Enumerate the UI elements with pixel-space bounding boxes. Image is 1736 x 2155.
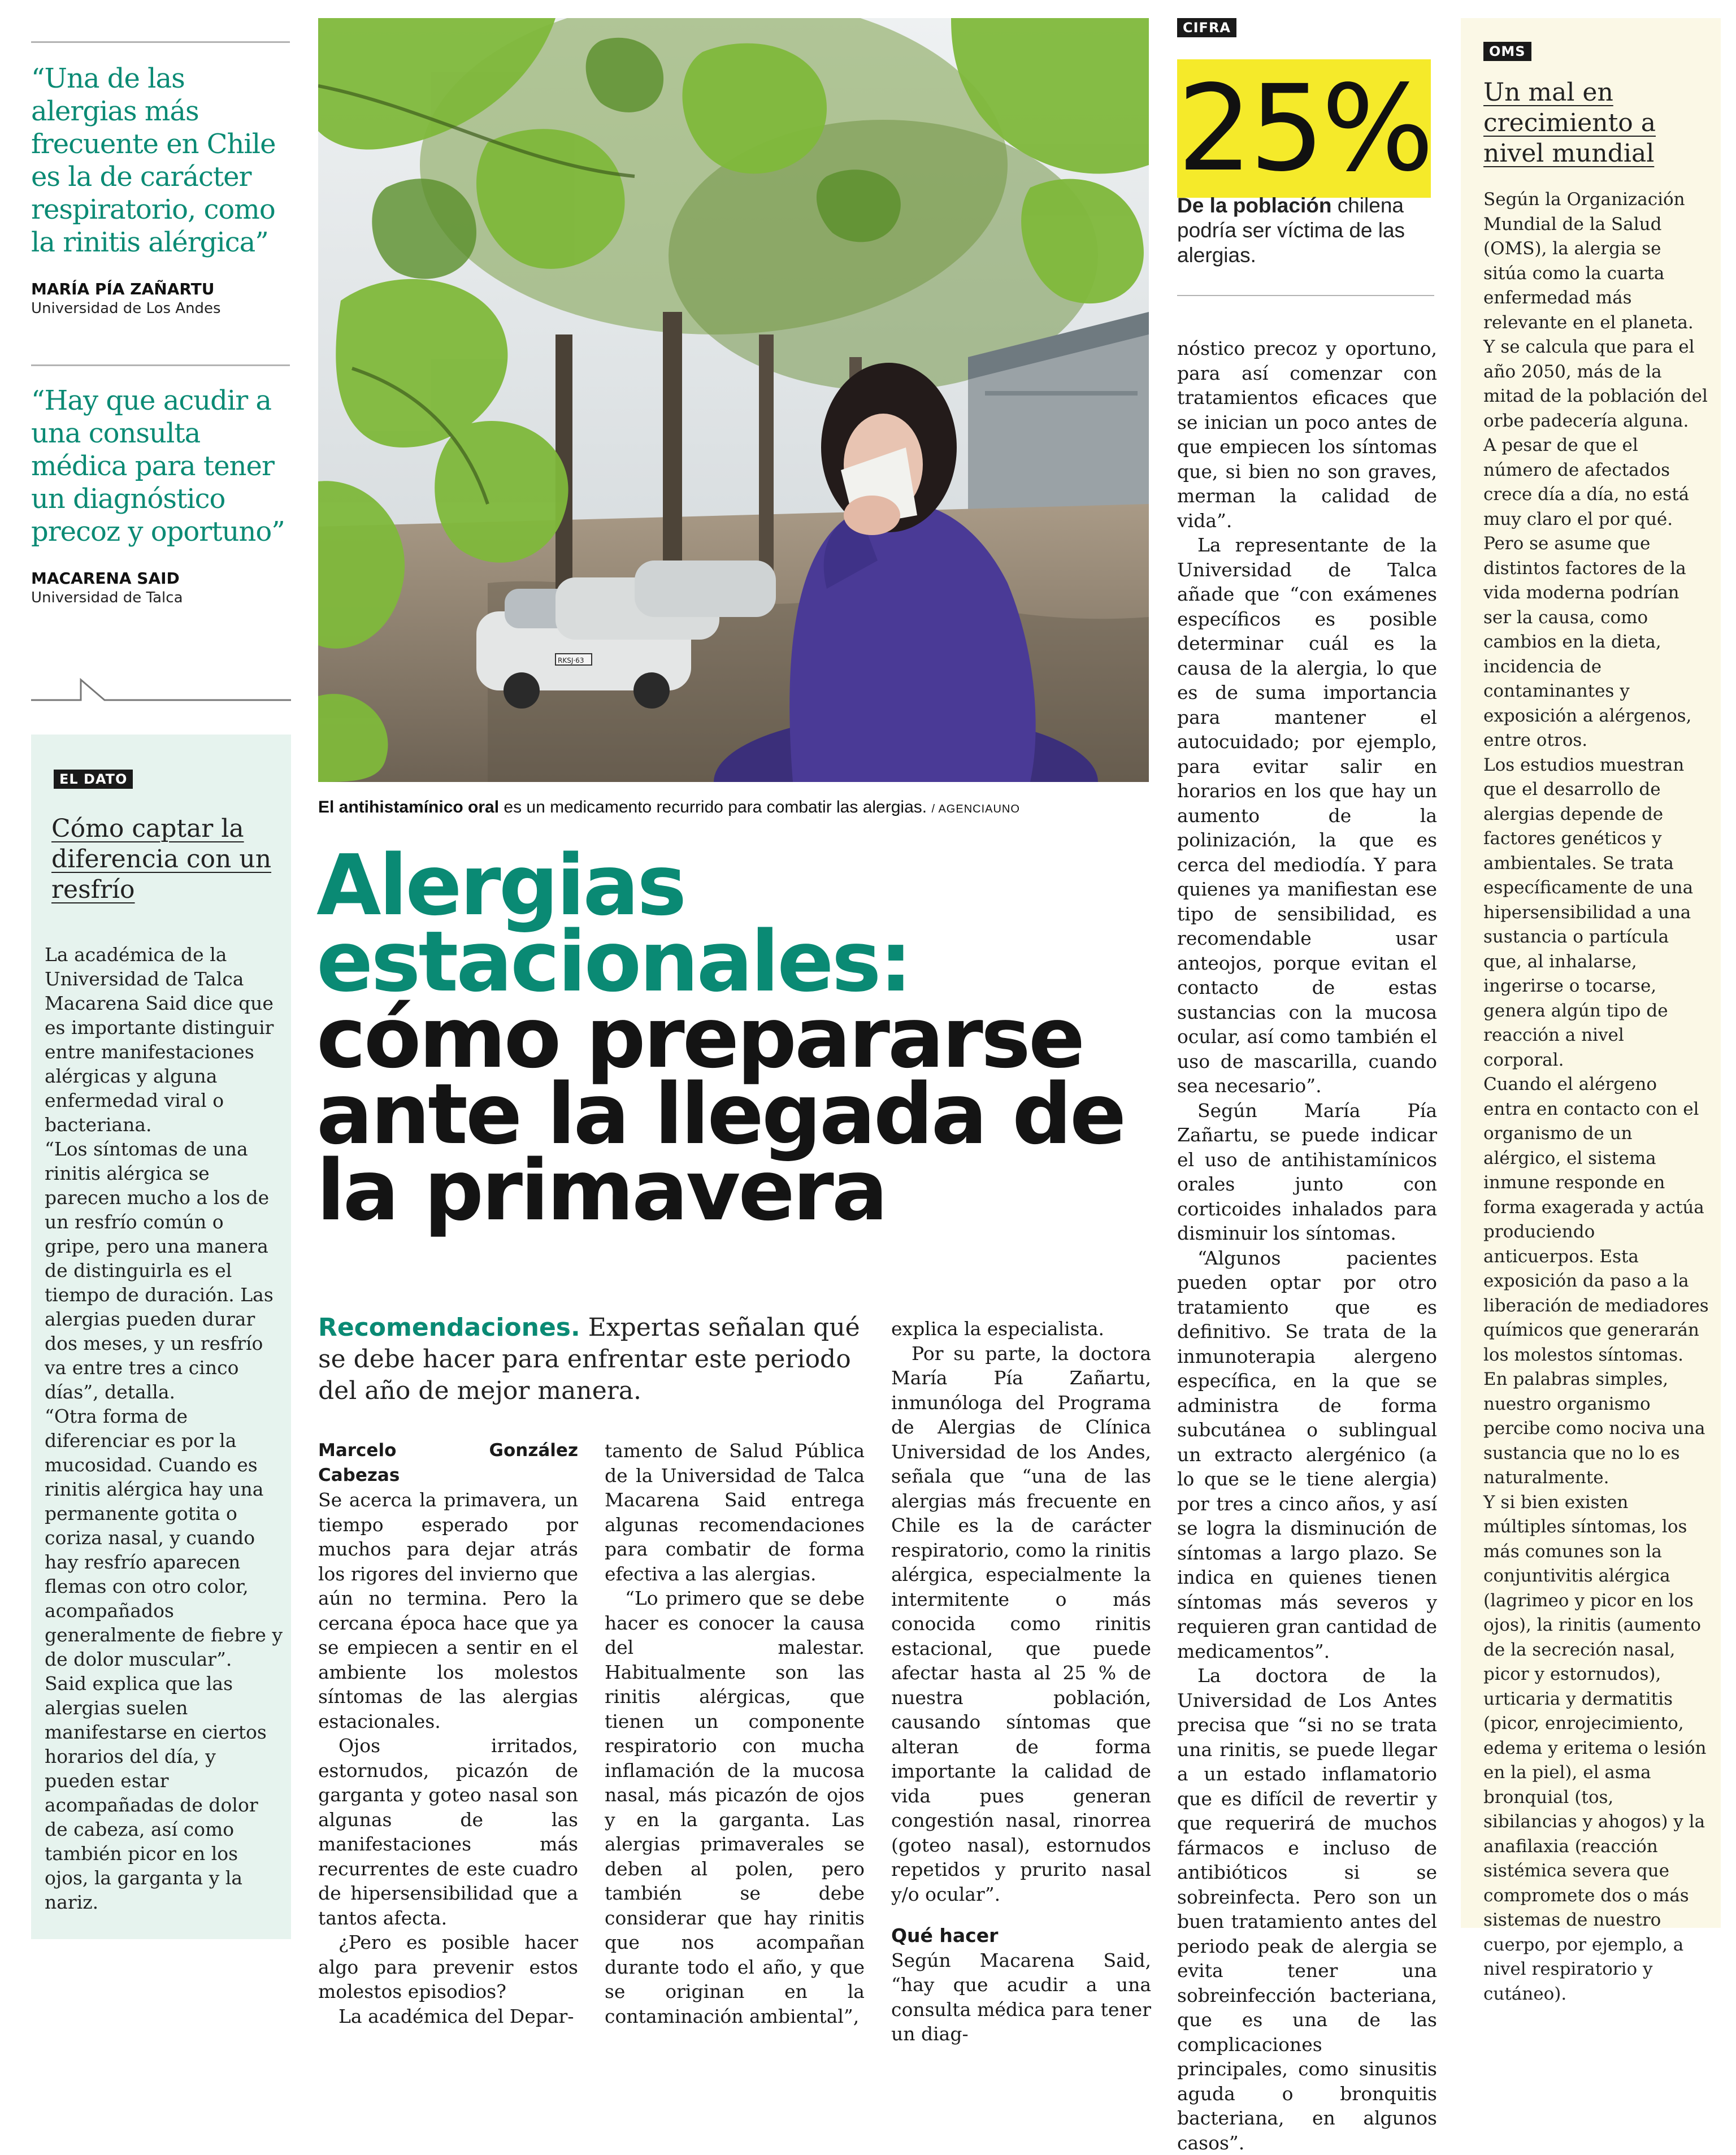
divider bbox=[31, 41, 290, 43]
paragraph: “Algunos pacientes pueden optar por otro tratamiento que es definitivo. Se trata de la inmunoterapia alergeno específica, en la que se administra de forma subcutánea o sublingual un extracto alergénico (a lo que se le tiene alergia) por tres a cinco años, y así se logra la disminución de síntomas a largo plazo. Se indica en quienes tienen síntomas más severos y requieren gran cantidad de medicamentos”. bbox=[1177, 1246, 1437, 1662]
photo-illustration bbox=[318, 18, 1149, 782]
oms-tag: OMS bbox=[1483, 42, 1531, 61]
pull-quote-said bbox=[31, 384, 291, 607]
headline bbox=[316, 837, 1164, 1239]
quote-affiliation: Universidad de Los Andes bbox=[31, 300, 221, 317]
paragraph: ¿Pero es posible hacer algo para prevenir estos molestos episodios? bbox=[318, 1931, 578, 2002]
oms-box bbox=[1461, 18, 1721, 2004]
quote-author: MACARENA SAID bbox=[31, 569, 180, 588]
quote-pointer-line bbox=[31, 675, 291, 703]
headline-line: Alergias bbox=[316, 837, 685, 934]
paragraph: La académica de la Universidad de Talca Macarena Said dice que es importante distinguir entre manifestaciones alérgicas y alguna enfermedad viral o bacteriana. bbox=[45, 944, 274, 1136]
paragraph: Said explica que las alergias suelen manifestarse en ciertos horarios del día, y pueden estar acompañadas de dolor de cabeza, así como también picor en los ojos, la garganta y la nariz. bbox=[45, 1672, 267, 1913]
article-column-4 bbox=[1177, 336, 1437, 2155]
paragraph: Cuando el alérgeno entra en contacto con el organismo de un alérgico, el sistema inmune responde en forma exagerada y actúa produciendo anticuerpos. Esta exposición da paso a la liberación de mediadores químicos que generarán los molestos síntomas. bbox=[1483, 1074, 1709, 1365]
paragraph: La académica del Depar- bbox=[338, 2005, 574, 2027]
paragraph: A pesar de que el número de afectados crece día a día, no está muy claro el por qué. Pero se asume que distintos factores de la vida moderna podrían ser la causa, como cambios en la dieta, incidencia de contaminantes y exposición a alérgenos, entre otros. bbox=[1483, 435, 1692, 750]
pull-quote-zanartu bbox=[31, 62, 291, 318]
article-column-2 bbox=[605, 1439, 865, 2028]
paragraph: explica la especialista. bbox=[891, 1318, 1105, 1340]
deck-text: Expertas señalan qué se debe hacer para enfrentar este periodo del año de mejor manera. bbox=[318, 1313, 860, 1405]
headline-line: estacionales: bbox=[316, 913, 910, 1010]
paragraph: Según la Organización Mundial de la Salud (OMS), la alergia se sitúa como la cuarta enfermedad más relevante en el planeta. Y se calcula que para el año 2050, más de la mitad de la población del orbe padecería alguna. bbox=[1483, 189, 1708, 431]
cifra-text bbox=[1177, 193, 1443, 268]
photo-caption bbox=[318, 797, 1020, 820]
divider bbox=[31, 364, 290, 366]
paragraph: En palabras simples, nuestro organismo percibe como nociva una sustancia que no lo es naturalmente. bbox=[1483, 1369, 1705, 1488]
caption-text: es un medicamento recurrido para combatir las alergias. bbox=[499, 798, 927, 816]
paragraph: Ojos irritados, estornudos, picazón de garganta y goteo nasal son algunas de las manifestaciones más recurrentes de este cuadro de hipersensibilidad que a tantos afecta. bbox=[318, 1735, 578, 1929]
main-photo bbox=[318, 18, 1149, 782]
paragraph: “Lo primero que se debe hacer es conocer la causa del malestar. Habitualmente son las rinitis alérgicas, que tienen un componente respiratorio con mucha inflamación de la mucosa nasal, más picazón de ojos y en la garganta. Las alergias primaverales se deben al polen, pero también se debe considerar que hay rinitis que nos acompañan durante todo el año, y que se originan en la contaminación ambiental”, bbox=[605, 1587, 865, 2027]
license-plate-text: RKSJ·63 bbox=[558, 657, 584, 664]
quote-text: “Hay que acudir a una consulta médica para tener un diagnóstico precoz y oportuno” bbox=[31, 385, 285, 548]
photo-credit: / AGENCIAUNO bbox=[931, 803, 1020, 815]
el-dato-title: Cómo captar la diferencia con un resfrío bbox=[51, 814, 272, 904]
quote-affiliation: Universidad de Talca bbox=[31, 589, 183, 606]
headline-line: ante la llegada de bbox=[316, 1066, 1125, 1163]
cifra-tag: CIFRA bbox=[1177, 18, 1236, 37]
cifra-bold: De la población bbox=[1177, 194, 1332, 217]
el-dato-box bbox=[31, 735, 291, 1939]
cifra-number bbox=[1177, 59, 1431, 198]
paragraph: Se acerca la primavera, un tiempo esperado por muchos para dejar atrás los rigores del invierno que aún no termina. Pero la cercana época hace que ya se empiecen a sentir en el ambiente los molestos síntomas de las alergias estacionales. bbox=[318, 1489, 578, 1732]
caption-bold: El antihistamínico oral bbox=[318, 798, 500, 816]
paragraph: Y si bien existen múltiples síntomas, los más comunes son la conjuntivitis alérgica (lagrimeo y picor en los ojos), la rinitis (aumento de la secreción nasal, picor y estornudos), urticaria y dermatitis (picor, enrojecimiento, edema y eritema o lesión en la piel), el asma bronquial (tos, sibilancias y ahogos) y la anafilaxia (reacción sistémica severa que compromete dos o más sistemas de nuestro cuerpo, por ejemplo, a nivel respiratorio y cutáneo). bbox=[1483, 1492, 1707, 2004]
paragraph: nóstico precoz y oportuno, para así comenzar con tratamientos eficaces que se inician un poco antes de que empiecen los síntomas que, si bien no son graves, merman la calidad de vida”. bbox=[1177, 337, 1437, 532]
paragraph: Según Macarena Said, “hay que acudir a una consulta médica para tener un diag- bbox=[891, 1949, 1151, 2045]
paragraph: Por su parte, la doctora María Pía Zañartu, inmunóloga del Programa de Alergias de Clínica Universidad de los Andes, señala que “una de las alergias más frecuente en Chile es la de carácter respiratorio, como la rinitis alérgica, especialmente la intermitente o más conocida como rinitis estacional, que puede afectar hasta al 25 % de nuestra población, causando síntomas que alteran de forma importante la calidad de vida pues generan congestión nasal, rinorrea (goteo nasal), estornudos repetidos y prurito nasal y/o ocular”. bbox=[891, 1342, 1151, 1905]
divider bbox=[1177, 295, 1434, 296]
cifra-rest: chilena podría ser víctima de las alergias. bbox=[1177, 194, 1405, 267]
deck bbox=[318, 1312, 861, 1407]
headline-line: cómo prepararse bbox=[316, 989, 1083, 1087]
headline-line: la primavera bbox=[316, 1142, 886, 1239]
oms-body bbox=[1483, 188, 1709, 2006]
paragraph: “Otra forma de diferenciar es por la mucosidad. Cuando es rinitis alérgica hay una permanente gotita o coriza nasal, y cuando hay resfrío aparecen flemas con otro color, acompañados generalmente de fiebre y de dolor muscular”. bbox=[45, 1405, 283, 1670]
paragraph: Los estudios muestran que el desarrollo de alergias depende de factores genéticos y ambientales. Se trata específicamente de una hipersensibilidad a una sustancia o partícula que, al inhalarse, ingerirse o tocarse, genera algún tipo de reacción a nivel corporal. bbox=[1483, 754, 1694, 1070]
byline: Marcelo González Cabezas bbox=[318, 1440, 578, 1485]
paragraph: La doctora de la Universidad de Los Antes precisa que “si no se trata una rinitis, se puede llegar a un estado inflamatorio que es difícil de revertir y que requerirá de muchos fármacos e incluso de antibióticos si se sobreinfecta. Pero son un buen tratamiento antes del periodo peak de alergia se evita tener una sobreinfección bacteriana, que es una de las complicaciones principales, como sinusitis aguda o bronquitis bacteriana, en algunos casos”. bbox=[1177, 1665, 1437, 2154]
subhead: Qué hacer bbox=[891, 1924, 999, 1947]
quote-text: “Una de las alergias más frecuente en Chile es la de carácter respiratorio, como la rinitis alérgica” bbox=[31, 63, 276, 258]
article-column-3 bbox=[891, 1317, 1151, 2047]
cifra-highlight: 25% bbox=[1177, 59, 1431, 198]
el-dato-body bbox=[45, 942, 285, 1914]
article-column-1 bbox=[318, 1439, 578, 2028]
paragraph: La representante de la Universidad de Talca añade que “con exámenes específicos es posible determinar cuál es la causa de la alergia, lo que es de suma importancia para mantener el autocuidado; por ejemplo, para evitar salir en horarios en los que hay un aumento de la polinización, la que es cerca del mediodía. Y para quienes ya manifiestan ese tipo de sensibilidad, es recomendable usar anteojos, porque evitan el contacto de estas sustancias con la mucosa ocular, así como también el uso de mascarilla, cuando sea necesario”. bbox=[1177, 534, 1437, 1097]
paragraph: “Los síntomas de una rinitis alérgica se parecen mucho a los de un resfrío común o gripe, pero una manera de distinguirla es el tiempo de duración. Las alergias pueden durar dos meses, y un resfrío va entre tres a cinco días”, detalla. bbox=[45, 1138, 274, 1403]
quote-author: MARÍA PÍA ZAÑARTU bbox=[31, 280, 215, 298]
paragraph: Según María Pía Zañartu, se puede indicar el uso de antihistamínicos orales junto con corticoides inhalados para disminuir los síntomas. bbox=[1177, 1099, 1437, 1244]
paragraph: tamento de Salud Pública de la Universidad de Talca Macarena Said entrega algunas recomendaciones para combatir de forma efectiva a las alergias. bbox=[605, 1440, 865, 1585]
el-dato-tag: EL DATO bbox=[54, 770, 133, 789]
oms-title: Un mal en crecimiento a nivel mundial bbox=[1483, 78, 1656, 168]
deck-lead: Recomendaciones. bbox=[318, 1313, 580, 1342]
